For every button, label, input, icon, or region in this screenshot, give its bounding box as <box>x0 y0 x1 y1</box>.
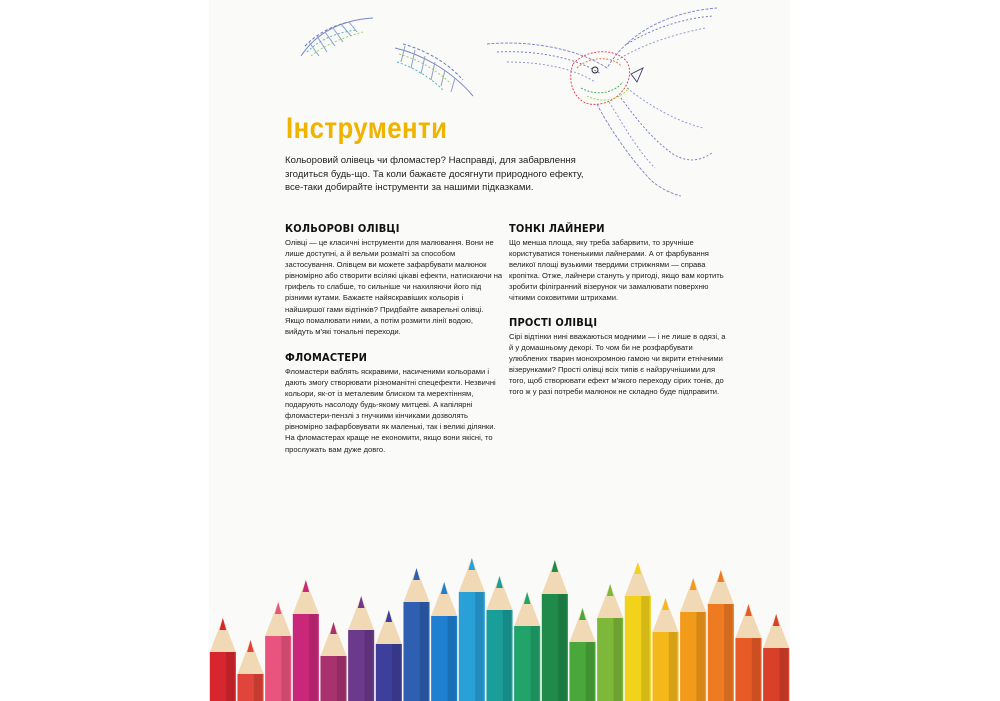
pencil-15 <box>625 562 651 701</box>
pencil-6 <box>376 610 402 701</box>
pencil-4 <box>320 622 346 701</box>
pencil-19 <box>735 604 761 701</box>
pencil-0 <box>210 618 236 701</box>
feather-left-icon <box>297 12 377 64</box>
pencil-20 <box>763 614 789 701</box>
section-heading-fine-liners: ТОНКІ ЛАЙНЕРИ <box>509 222 605 235</box>
section-heading-graphite-pencils: ПРОСТІ ОЛІВЦІ <box>509 315 598 329</box>
pencil-3 <box>293 580 319 701</box>
pencil-17 <box>680 578 706 701</box>
pencil-11 <box>514 592 540 701</box>
intro-text: Кольоровий олівець чи фломастер? Насправді, для забарвлення згодиться будь-що. Та коли бажаєте досягнути природного ефекту, все-таки добирайте інструменти за нашими підказками. <box>285 155 584 194</box>
section-heading-markers: ФЛОМАСТЕРИ <box>285 350 368 364</box>
pencil-12 <box>542 560 568 701</box>
pencil-9 <box>459 558 485 701</box>
pencil-5 <box>348 596 374 701</box>
section-text-markers: Фломастери ваблять яскравими, насиченими кольорами і дають змогу створювати різноманітні спецефекти. Незвичні кольори, як-от із металевим блиском та мерехтінням, подарують насолоду будь-якому митцеві. А капілярні фломастери-пензлі з гнучкими кінчиками дозволять рівномірно зафарбовувати як маленькі, так і великі ділянки. На фломастерах краще не економити, якщо вони якісні, то прослужать вам дуже довго. <box>285 366 496 454</box>
pencils-illustration <box>209 540 790 701</box>
pencil-13 <box>569 608 595 701</box>
pencil-14 <box>597 584 623 701</box>
feather-right-icon <box>391 40 477 100</box>
right-column <box>509 222 727 411</box>
pencil-16 <box>652 598 678 701</box>
section-text-fine-liners: Що менша площа, яку треба забарвити, то зручніше користуватися тоненькими лайнерами. А от фарбування великої площі вузькими твердими стрижнями — справа кропітка. Отже, лайнери стануть у пригоді, якщо вам кортить зробити філігранний візерунок чи замалювати поверхню чіткими соковитими штрихами. <box>509 238 724 303</box>
section-heading-colored-pencils: КОЛЬОРОВІ ОЛІВЦІ <box>285 222 400 235</box>
pencil-7 <box>403 568 429 701</box>
pencil-18 <box>708 570 734 701</box>
section-text-colored-pencils: Олівці — це класичні інструменти для малювання. Вони не лише доступні, а й вельми розмаїті за способом застосування. Олівцем ви можете зафарбувати малюнок рівномірно або створити всілякі цікаві ефекти, натискаючи на грифель то слабше, то сильніше чи нахиляючи його під різними кутами. Бажаєте найяскравіших кольорів і найширшої гами відтінків? Придбайте акварельні олівці. Якщо помалювати ними, а потім розмити лінії водою, вийдуть м'які тональні переходи. <box>285 238 503 336</box>
pencil-10 <box>486 576 512 701</box>
pencil-8 <box>431 582 457 701</box>
pencil-2 <box>265 602 291 701</box>
pencil-1 <box>237 640 263 701</box>
section-text-graphite-pencils: Сірі відтінки нині вважаються модними — і не лише в одязі, а й у домашньому декорі. То чом би не розфарбувати улюблених тварин монохромною гамою чи вкрити етнічними візерунками? Прості олівці всіх типів є найзручнішими для того, щоб створювати ефект м'якого переходу сірих тонів, до того ж у разі потреби малюнок не складно буде підправити. <box>509 331 726 397</box>
page-title: Інструменти <box>286 112 448 145</box>
page <box>209 0 790 701</box>
left-column <box>285 222 503 469</box>
